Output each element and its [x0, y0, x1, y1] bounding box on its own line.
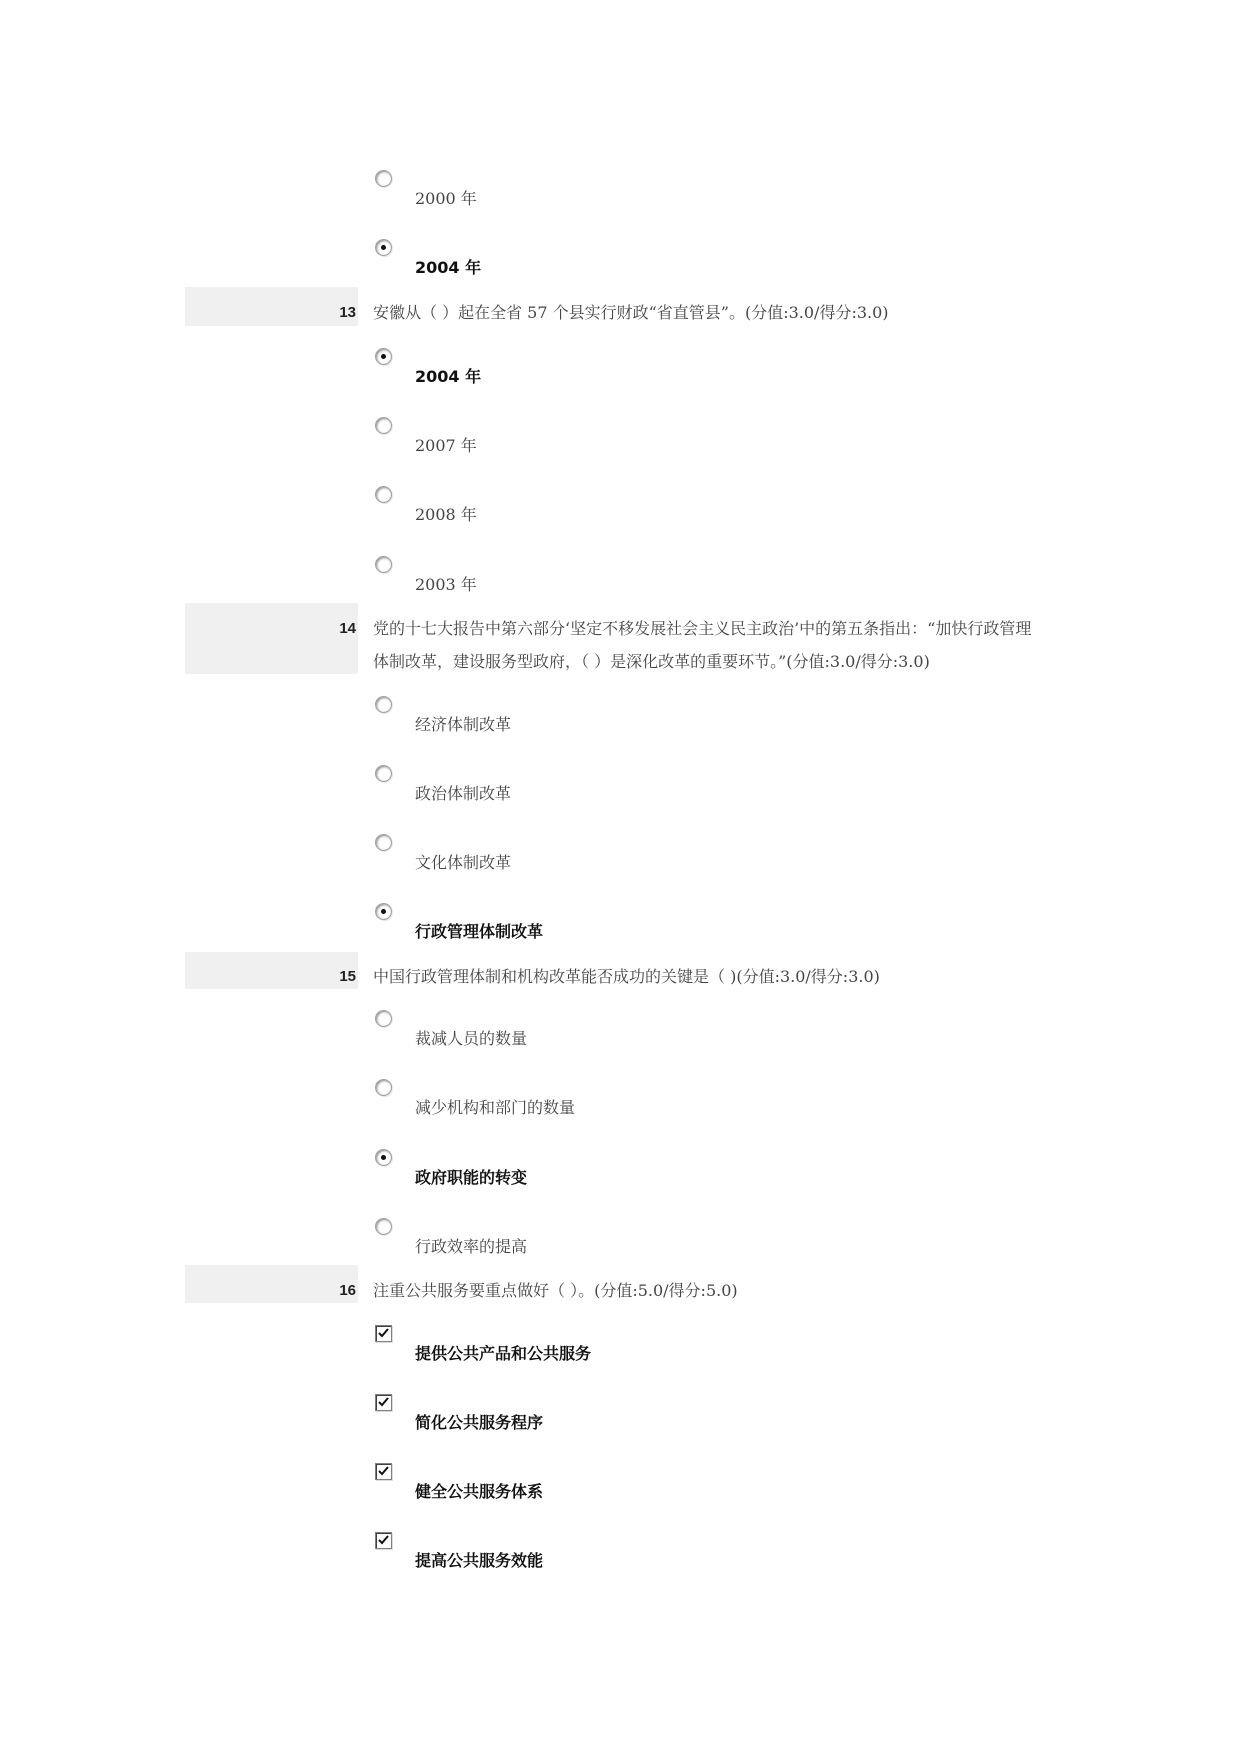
option-label: 裁减人员的数量	[415, 1029, 528, 1048]
option-label: 2007 年	[415, 436, 477, 455]
radio-button-selected[interactable]	[375, 239, 392, 256]
question-text: 中国行政管理体制和机构改革能否成功的关键是（ )(分值:3.0/得分:3.0)	[373, 967, 880, 986]
checkbox-checked[interactable]	[375, 1532, 392, 1549]
option-label: 政治体制改革	[415, 784, 512, 803]
checkbox-checked[interactable]	[375, 1325, 392, 1342]
question-text: 安徽从（ ）起在全省 57 个县实行财政“省直管县”。(分值:3.0/得分:3.0)	[373, 303, 889, 322]
radio-button-selected[interactable]	[375, 1149, 392, 1166]
question-number: 15	[339, 968, 356, 985]
option-label: 提供公共产品和公共服务	[415, 1344, 592, 1363]
checkmark-icon	[377, 1327, 390, 1340]
question-text-line-2: 体制改革，建设服务型政府，（ ）是深化改革的重要环节。”(分值:3.0/得分:3.0)	[373, 652, 930, 671]
option-label: 文化体制改革	[415, 853, 512, 872]
option-label: 健全公共服务体系	[415, 1482, 544, 1501]
option-label: 2004 年	[415, 367, 482, 386]
question-number: 16	[339, 1282, 356, 1299]
radio-button[interactable]	[375, 556, 392, 573]
radio-button[interactable]	[375, 1218, 392, 1235]
radio-button-selected[interactable]	[375, 903, 392, 920]
checkmark-icon	[377, 1396, 390, 1409]
option-label: 2000 年	[415, 189, 477, 208]
checkmark-icon	[377, 1465, 390, 1478]
question-number-bar	[185, 603, 358, 674]
option-label: 2008 年	[415, 505, 477, 524]
option-label: 行政管理体制改革	[415, 922, 544, 941]
option-label: 政府职能的转变	[415, 1168, 528, 1187]
option-label: 行政效率的提高	[415, 1237, 528, 1256]
checkbox-checked[interactable]	[375, 1463, 392, 1480]
option-label: 提高公共服务效能	[415, 1551, 544, 1570]
option-label: 经济体制改革	[415, 715, 512, 734]
option-label: 2004 年	[415, 258, 482, 277]
radio-button[interactable]	[375, 765, 392, 782]
radio-button[interactable]	[375, 696, 392, 713]
radio-button[interactable]	[375, 834, 392, 851]
question-text-line-1: 党的十七大报告中第六部分‘坚定不移发展社会主义民主政治’中的第五条指出：“加快行政管理	[373, 619, 1032, 638]
radio-button[interactable]	[375, 1079, 392, 1096]
radio-button[interactable]	[375, 1010, 392, 1027]
option-label: 减少机构和部门的数量	[415, 1098, 576, 1117]
checkbox-checked[interactable]	[375, 1394, 392, 1411]
radio-button-selected[interactable]	[375, 348, 392, 365]
question-number: 13	[339, 304, 356, 321]
option-label: 简化公共服务程序	[415, 1413, 544, 1432]
radio-button[interactable]	[375, 486, 392, 503]
question-number: 14	[339, 620, 356, 637]
question-text: 注重公共服务要重点做好（ ）。(分值:5.0/得分:5.0)	[373, 1281, 738, 1300]
option-label: 2003 年	[415, 575, 477, 594]
radio-button[interactable]	[375, 170, 392, 187]
checkmark-icon	[377, 1534, 390, 1547]
radio-button[interactable]	[375, 417, 392, 434]
